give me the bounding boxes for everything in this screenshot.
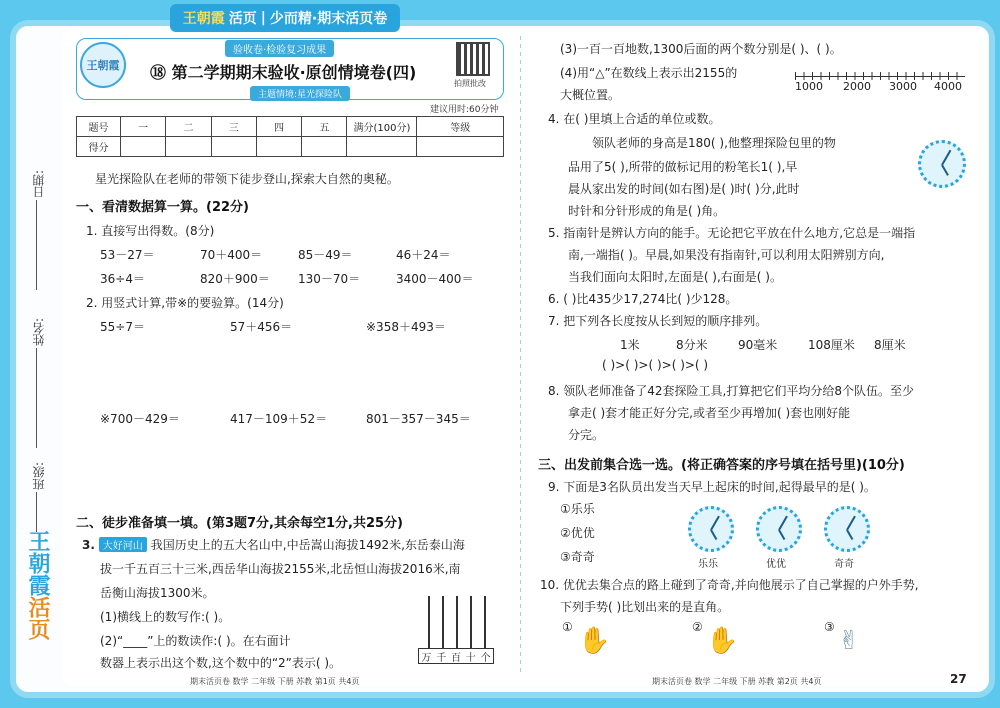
number-line-label: 4000 xyxy=(934,80,962,93)
vertical-calc-item: 57＋456＝ xyxy=(230,320,293,334)
q3-line-3: 岳衡山海拔1300米。 xyxy=(100,586,215,600)
clock-name: 奇奇 xyxy=(834,559,854,570)
score-header-cell: 二 xyxy=(166,117,211,137)
brand-vertical-name: 王朝霞 xyxy=(25,530,51,596)
calc-item: 3400－400＝ xyxy=(396,272,474,286)
score-cell[interactable] xyxy=(302,137,347,157)
suggest-time: 建议用时:60分钟 xyxy=(430,105,499,115)
abacus-label: 十 xyxy=(465,652,476,664)
vertical-calc-item: 55÷7＝ xyxy=(100,320,145,334)
score-cell[interactable] xyxy=(121,137,166,157)
q6-text: 6. ( )比435少17,274比( )少128。 xyxy=(548,292,738,306)
calc-item: 70＋400＝ xyxy=(200,248,263,262)
q8-line-2: 拿走( )套才能正好分完,或者至少再增加( )套也刚好能 xyxy=(568,406,851,420)
abacus-base xyxy=(418,648,494,664)
class-line xyxy=(36,492,37,532)
banner-sep: | xyxy=(260,10,266,26)
q7-item: 8分米 xyxy=(676,338,708,352)
title-number: ⑱ xyxy=(150,63,167,82)
brand-vertical-suffix: 活页 xyxy=(25,596,51,640)
clock-icon-lele xyxy=(688,506,734,552)
q10-option-label[interactable]: ③ xyxy=(824,620,835,634)
clock-icon xyxy=(918,140,966,188)
vertical-calc-item: ※358＋493＝ xyxy=(366,320,446,334)
score-table xyxy=(76,116,504,157)
q4-line-3: 晨从家出发的时间(如右图)是( )时( )分,此时 xyxy=(568,182,800,196)
clock-name: 优优 xyxy=(766,559,786,570)
vertical-calc-item: 801－357－345＝ xyxy=(366,412,471,426)
section-2-heading: 二、徒步准备填一填。(第3题7分,其余每空1分,共25分) xyxy=(76,516,403,531)
top-banner xyxy=(170,4,400,32)
score-header-cell: 一 xyxy=(121,117,166,137)
class-label: 班级: xyxy=(32,462,46,491)
score-row xyxy=(77,137,504,157)
abacus-rod xyxy=(484,596,486,648)
q9-option[interactable]: ①乐乐 xyxy=(560,502,595,516)
q3-4-text-b: 大概位置。 xyxy=(560,88,621,102)
number-line-label: 3000 xyxy=(889,80,917,93)
score-row-label: 得分 xyxy=(77,137,121,157)
score-header-row xyxy=(77,117,504,137)
q4-text: 4. 在( )里填上合适的单位或数。 xyxy=(548,112,721,126)
page-divider xyxy=(520,36,521,676)
qr-code-icon[interactable] xyxy=(456,42,490,76)
q4-line-4: 时针和分针形成的角是( )角。 xyxy=(568,204,726,218)
abacus-rod xyxy=(442,596,444,648)
q5-line-2: 南,一端指( )。早晨,如果没有指南针,可以利用太阳辨别方向, xyxy=(568,248,885,262)
brand-suffix: 活页 xyxy=(228,11,257,27)
q3-text-1: 我国历史上的五大名山中,中岳嵩山海拔1492米,东岳泰山海 xyxy=(150,538,465,552)
abacus-rod xyxy=(456,596,458,648)
q7-blanks[interactable]: ( )>( )>( )>( )>( ) xyxy=(602,358,709,372)
q10-option-label[interactable]: ① xyxy=(562,620,573,634)
score-header-cell: 五 xyxy=(302,117,347,137)
sub-tag: 验收卷·检验复习成果 xyxy=(225,40,334,57)
q3-line-2: 拔一千五百三十三米,西岳华山海拔2155米,北岳恒山海拔2016米,南 xyxy=(100,562,461,576)
abacus-label: 百 xyxy=(450,652,461,664)
score-cell[interactable] xyxy=(347,137,417,157)
abacus-rod xyxy=(428,596,430,648)
date-line xyxy=(36,200,37,290)
date-label: 日期: xyxy=(32,170,46,199)
calc-item: 36÷4＝ xyxy=(100,272,145,286)
theme-tag: 主题情境:星光探险队 xyxy=(250,86,350,101)
q3-tag: 大好河山 xyxy=(99,537,147,552)
q3-3-text: (3)一百一百地数,1300后面的两个数分别是( )、( )。 xyxy=(560,42,842,56)
calc-item: 85－49＝ xyxy=(298,248,353,262)
page-number: 27 xyxy=(950,672,967,686)
q8-line-1: 8. 领队老师准备了42套探险工具,打算把它们平均分给8个队伍。至少 xyxy=(548,384,914,398)
q4-line-1: 领队老师的身高是180( ),他整理探险包里的物 xyxy=(592,136,836,150)
score-header-cell: 等级 xyxy=(417,117,504,137)
score-cell[interactable] xyxy=(166,137,211,157)
score-header-cell: 题号 xyxy=(77,117,121,137)
q9-option[interactable]: ②优优 xyxy=(560,526,595,540)
vertical-calc-item: 417－109＋52＝ xyxy=(230,412,328,426)
abacus-label: 千 xyxy=(436,652,447,664)
q9-text: 9. 下面是3名队员出发当天早上起床的时间,起得最早的是( )。 xyxy=(548,480,876,494)
q3-4-text-a: (4)用“△”在数线上表示出2155的 xyxy=(560,66,738,80)
q10-line-1: 10. 优优去集合点的路上碰到了奇奇,并向他展示了自己掌握的户外手势, xyxy=(540,578,919,592)
number-line-label: 2000 xyxy=(843,80,871,93)
q9-option[interactable]: ③奇奇 xyxy=(560,550,595,564)
section-1-heading: 一、看清数据算一算。(22分) xyxy=(76,200,249,215)
abacus-label: 个 xyxy=(480,652,491,664)
q10-option-label[interactable]: ② xyxy=(692,620,703,634)
right-footer: 期末活页卷 数学 二年级 下册 苏教 第2页 共4页 xyxy=(652,677,822,686)
title-text: 第二学期期末验收·原创情境卷(四) xyxy=(171,63,417,82)
abacus-rod xyxy=(470,596,472,648)
vertical-calc-item: ※700－429＝ xyxy=(100,412,180,426)
q7-item: 8厘米 xyxy=(874,338,906,352)
number-line-label: 1000 xyxy=(795,80,823,93)
abacus[interactable] xyxy=(418,596,494,668)
hand-gesture-icon: ✌ xyxy=(838,626,860,656)
q1-text: 1. 直接写出得数。(8分) xyxy=(86,224,215,238)
score-cell[interactable] xyxy=(417,137,504,157)
brand-logo: 王朝霞 xyxy=(182,11,225,27)
clock-icon-qiqi xyxy=(824,506,870,552)
brand-vertical xyxy=(18,530,58,640)
score-header-cell: 满分(100分) xyxy=(347,117,417,137)
page-title xyxy=(150,60,416,83)
q3-sub-1: (1)横线上的数写作:( )。 xyxy=(100,610,231,624)
name-line xyxy=(36,348,37,448)
q5-line-3: 当我们面向太阳时,左面是( ),右面是( )。 xyxy=(568,270,782,284)
q2-text: 2. 用竖式计算,带※的要验算。(14分) xyxy=(86,296,284,310)
abacus-label: 万 xyxy=(421,652,432,664)
series-title: 少而精·期末活页卷 xyxy=(269,11,388,27)
q7-text: 7. 把下列各长度按从长到短的顺序排列。 xyxy=(548,314,768,328)
q4-line-2: 品用了5( ),所带的做标记用的粉笔长1( ),早 xyxy=(568,160,798,174)
qr-label: 拍照批改 xyxy=(454,79,486,88)
intro-text: 星光探险队在老师的带领下徒步登山,探索大自然的奥秘。 xyxy=(95,172,399,186)
q10-line-2: 下列手势( )比划出来的是直角。 xyxy=(560,600,730,614)
clock-icon-youyou xyxy=(756,506,802,552)
brand-badge: 王朝霞 xyxy=(80,42,126,88)
calc-item: 130－70＝ xyxy=(298,272,361,286)
number-line-ticks xyxy=(795,72,965,80)
score-header-cell: 四 xyxy=(256,117,301,137)
q7-item: 90毫米 xyxy=(738,338,778,352)
hand-gesture-icon: ✋ xyxy=(578,626,611,656)
clock-name: 乐乐 xyxy=(698,559,718,570)
name-label: 姓名: xyxy=(32,318,46,347)
score-cell[interactable] xyxy=(211,137,256,157)
hand-gesture-icon: ✋ xyxy=(706,626,739,656)
q3-line-1: 3. 大好河山 我国历史上的五大名山中,中岳嵩山海拔1492米,东岳泰山海 xyxy=(82,538,465,552)
q7-item: 1米 xyxy=(620,338,640,352)
q3-sub-2: (2)“____”上的数读作:( )。在右面计 xyxy=(100,634,291,648)
q3-sub-3: 数器上表示出这个数,这个数中的“2”表示( )。 xyxy=(100,656,342,670)
score-header-cell: 三 xyxy=(211,117,256,137)
q5-line-1: 5. 指南针是辨认方向的能手。无论把它平放在什么地方,它总是一端指 xyxy=(548,226,916,240)
section-3-heading: 三、出发前集合选一选。(将正确答案的序号填在括号里)(10分) xyxy=(538,458,905,473)
calc-item: 46＋24＝ xyxy=(396,248,451,262)
score-cell[interactable] xyxy=(256,137,301,157)
calc-item: 53－27＝ xyxy=(100,248,155,262)
left-footer: 期末活页卷 数学 二年级 下册 苏教 第1页 共4页 xyxy=(190,677,360,686)
q7-item: 108厘米 xyxy=(808,338,855,352)
calc-item: 820＋900＝ xyxy=(200,272,270,286)
q8-line-3: 分完。 xyxy=(568,428,605,442)
